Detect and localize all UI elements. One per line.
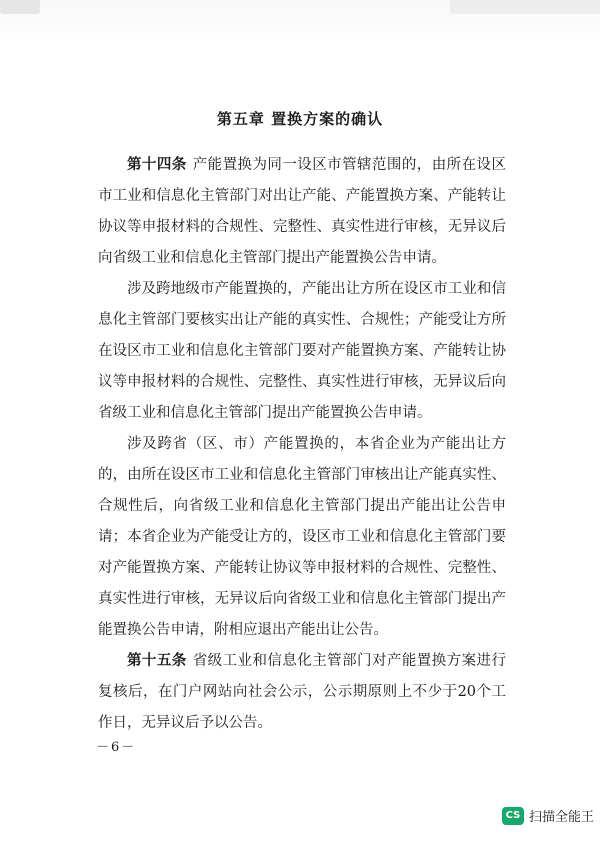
article-number: 第十五条 [127,653,187,669]
paragraph-text: 涉及跨省（区、市）产能置换的，本省企业为产能出让方的，由所在设区市工业和信息化主管部门审核出让产能真实性、合规性后，向省级工业和信息化主管部门提出产能出让公告申请；本省企业为产能受让方的，设区市工业和信息化主管部门要对产能置换方案、产能转让协议等申报材料的合规性、完整性、真实性进行审核，无异议后向省级工业和信息化主管部门提出产能置换公告申请，附相应退出产能出让公告。 [98,436,506,638]
paragraph-cross-city [98,274,506,429]
paragraph-article-14 [98,150,506,274]
scan-edge-shadow [450,0,600,14]
paragraph-text: 省级工业和信息化主管部门对产能置换方案进行复核后，在门户网站向社会公示，公示期原则上不少于20个工作日，无异议后予以公告。 [98,653,506,731]
document-body [98,150,506,739]
paragraph-cross-province [98,429,506,646]
article-number: 第十四条 [127,157,187,173]
scan-edge-shadow [0,0,40,14]
chapter-title: 第五章 置换方案的确认 [216,110,384,128]
page-number: －6－ [96,740,137,755]
camscanner-watermark [502,806,594,825]
camscanner-logo-icon: CS [502,807,524,825]
paragraph-article-15 [98,646,506,739]
paragraph-text: 涉及跨地级市产能置换的，产能出让方所在设区市工业和信息化主管部门要核实出让产能的真实性、合规性；产能受让方所在设区市工业和信息化主管部门要对产能置换方案、产能转让协议等申报材料的合规性、完整性、真实性进行审核，无异议后向省级工业和信息化主管部门提出产能置换公告申请。 [98,281,506,421]
paragraph-text: 产能置换为同一设区市管辖范围的，由所在设区市工业和信息化主管部门对出让产能、产能置换方案、产能转让协议等申报材料的合规性、完整性、真实性进行审核，无异议后向省级工业和信息化主管部门提出产能置换公告申请。 [98,157,506,266]
watermark-app-name: 扫描全能王 [528,810,594,825]
